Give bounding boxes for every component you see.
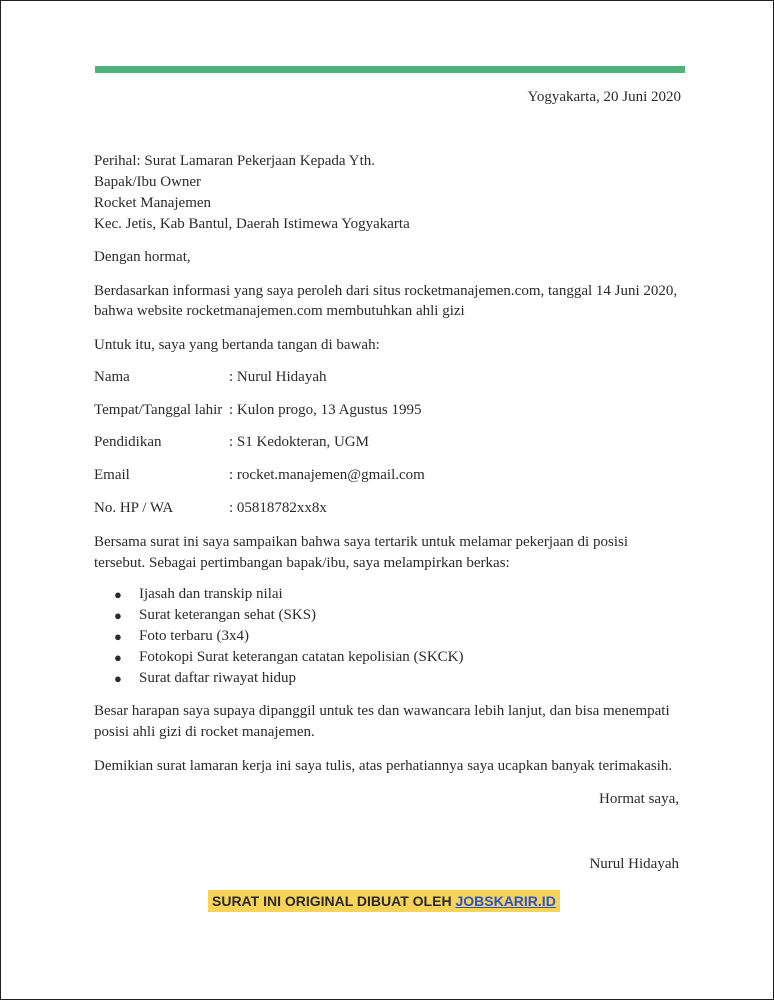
- bullet-icon: ●: [114, 587, 122, 602]
- bullet-icon: ●: [114, 608, 122, 623]
- subject-line: Perihal: Surat Lamaran Pekerjaan Kepada Yth.: [94, 153, 376, 169]
- attach-intro-line-1: Bersama surat ini saya sampaikan bahwa saya tertarik untuk melamar pekerjaan di posisi: [94, 534, 628, 550]
- undersigned-line: Untuk itu, saya yang bertanda tangan di bawah:: [94, 337, 380, 353]
- recipient-company: Rocket Manajemen: [94, 195, 212, 211]
- attachment-item: Foto terbaru (3x4): [139, 628, 249, 644]
- detail-label-email: Email: [94, 467, 130, 483]
- detail-value-education: : S1 Kedokteran, UGM: [229, 434, 369, 450]
- recipient-address: Kec. Jetis, Kab Bantul, Daerah Istimewa Yogyakarta: [94, 216, 410, 232]
- original-notice-text: SURAT INI ORIGINAL DIBUAT OLEH: [212, 893, 456, 909]
- bullet-icon: ●: [114, 629, 122, 644]
- hope-line-1: Besar harapan saya supaya dipanggil untuk tes dan wawancara lebih lanjut, dan bisa menempati: [94, 703, 670, 719]
- detail-label-phone: No. HP / WA: [94, 500, 174, 516]
- header-accent-bar: [95, 66, 685, 73]
- bullet-icon: ●: [114, 650, 122, 665]
- closing-line: Demikian surat lamaran kerja ini saya tulis, atas perhatiannya saya ucapkan banyak terimakasih.: [94, 758, 673, 774]
- detail-label-education: Pendidikan: [94, 434, 162, 450]
- detail-value-email: : rocket.manajemen@gmail.com: [229, 467, 425, 483]
- jobskarir-link[interactable]: JOBSKARIR.ID: [455, 893, 556, 909]
- intro-line-1: Berdasarkan informasi yang saya peroleh dari situs rocketmanajemen.com, tanggal 14 Juni 2020,: [94, 283, 678, 299]
- detail-value-phone: : 05818782xx8x: [229, 500, 327, 516]
- regards: Hormat saya,: [599, 791, 679, 807]
- attachment-item: Fotokopi Surat keterangan catatan kepolisian (SKCK): [139, 649, 464, 665]
- detail-value-name: : Nurul Hidayah: [229, 369, 327, 385]
- original-notice-banner: [208, 890, 560, 912]
- signature-name: Nurul Hidayah: [589, 856, 679, 872]
- attachment-item: Surat daftar riwayat hidup: [139, 670, 297, 686]
- recipient-line: Bapak/Ibu Owner: [94, 174, 202, 190]
- detail-label-birth: Tempat/Tanggal lahir: [94, 402, 223, 418]
- attachment-item: Surat keterangan sehat (SKS): [139, 607, 317, 623]
- intro-line-2: bahwa website rocketmanajemen.com membutuhkan ahli gizi: [94, 303, 465, 319]
- greeting: Dengan hormat,: [94, 249, 191, 265]
- letter-date: Yogyakarta, 20 Juni 2020: [527, 89, 681, 105]
- detail-label-name: Nama: [94, 369, 130, 385]
- attachment-item: Ijasah dan transkip nilai: [139, 586, 283, 602]
- attach-intro-line-2: tersebut. Sebagai pertimbangan bapak/ibu, saya melampirkan berkas:: [94, 555, 510, 571]
- detail-value-birth: : Kulon progo, 13 Agustus 1995: [229, 402, 422, 418]
- bullet-icon: ●: [114, 671, 122, 686]
- hope-line-2: posisi ahli gizi di rocket manajemen.: [94, 724, 315, 740]
